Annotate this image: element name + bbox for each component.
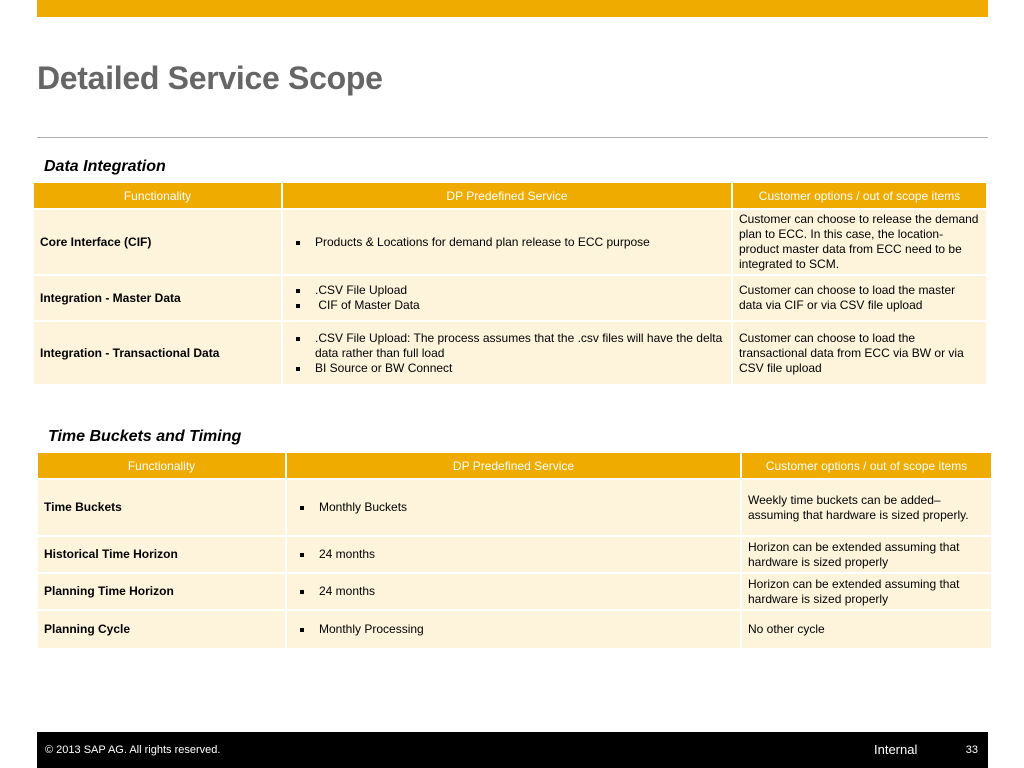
table-header-row — [33, 182, 987, 209]
functionality-cell: Planning Cycle — [37, 610, 286, 649]
service-bullet: 24 months — [309, 584, 734, 599]
table-row — [37, 610, 992, 649]
slide-title: Detailed Service Scope — [37, 60, 383, 96]
service-bullet: Monthly Buckets — [309, 500, 734, 515]
functionality-cell: Historical Time Horizon — [37, 536, 286, 573]
service-bullet: .CSV File Upload — [305, 283, 725, 298]
functionality-cell: Integration - Transactional Data — [33, 321, 282, 385]
header-functionality: Functionality — [33, 182, 282, 209]
options-cell: Horizon can be extended assuming that hardware is sized properly — [741, 573, 992, 610]
service-cell — [282, 321, 732, 385]
table-row — [33, 275, 987, 321]
table-header-row — [37, 452, 992, 479]
options-cell: Customer can choose to release the demand plan to ECC. In this case, the location-product master data from ECC need to be integrated to SCM. — [732, 209, 987, 275]
service-bullet: Monthly Processing — [309, 622, 734, 637]
footer-bar — [37, 732, 988, 768]
service-bullet: CIF of Master Data — [305, 298, 725, 313]
data-integration-table — [32, 181, 988, 386]
header-customer-options: Customer options / out of scope items — [732, 182, 987, 209]
service-cell — [286, 536, 741, 573]
service-cell — [282, 275, 732, 321]
table-row — [33, 321, 987, 385]
table-row — [37, 479, 992, 536]
options-cell: Customer can choose to load the transactional data from ECC via BW or via CSV file upload — [732, 321, 987, 385]
functionality-cell: Time Buckets — [37, 479, 286, 536]
options-cell: Customer can choose to load the master data via CIF or via CSV file upload — [732, 275, 987, 321]
service-bullet: Products & Locations for demand plan release to ECC purpose — [305, 235, 725, 250]
header-functionality: Functionality — [37, 452, 286, 479]
service-bullet: 24 months — [309, 547, 734, 562]
table-row — [33, 209, 987, 275]
title-divider — [37, 137, 988, 138]
options-cell: No other cycle — [741, 610, 992, 649]
header-customer-options: Customer options / out of scope items — [741, 452, 992, 479]
copyright-text: © 2013 SAP AG. All rights reserved. — [45, 744, 221, 756]
header-dp-predefined-service: DP Predefined Service — [286, 452, 741, 479]
header-dp-predefined-service: DP Predefined Service — [282, 182, 732, 209]
options-cell: Horizon can be extended assuming that hardware is sized properly — [741, 536, 992, 573]
section-title-time-buckets: Time Buckets and Timing — [48, 428, 242, 445]
functionality-cell: Planning Time Horizon — [37, 573, 286, 610]
service-cell — [282, 209, 732, 275]
service-cell — [286, 610, 741, 649]
page-number: 33 — [965, 744, 978, 756]
service-cell — [286, 573, 741, 610]
options-cell: Weekly time buckets can be added– assuming that hardware is sized properly. — [741, 479, 992, 536]
table-row — [37, 536, 992, 573]
top-accent-bar — [37, 0, 988, 17]
service-cell — [286, 479, 741, 536]
section-title-data-integration: Data Integration — [44, 158, 166, 175]
functionality-cell: Core Interface (CIF) — [33, 209, 282, 275]
service-bullet: BI Source or BW Connect — [305, 361, 725, 376]
time-buckets-table — [36, 451, 993, 650]
classification-label: Internal — [874, 742, 918, 757]
table-row — [37, 573, 992, 610]
service-bullet: .CSV File Upload: The process assumes that the .csv files will have the delta data rather than full load — [305, 331, 725, 361]
functionality-cell: Integration - Master Data — [33, 275, 282, 321]
